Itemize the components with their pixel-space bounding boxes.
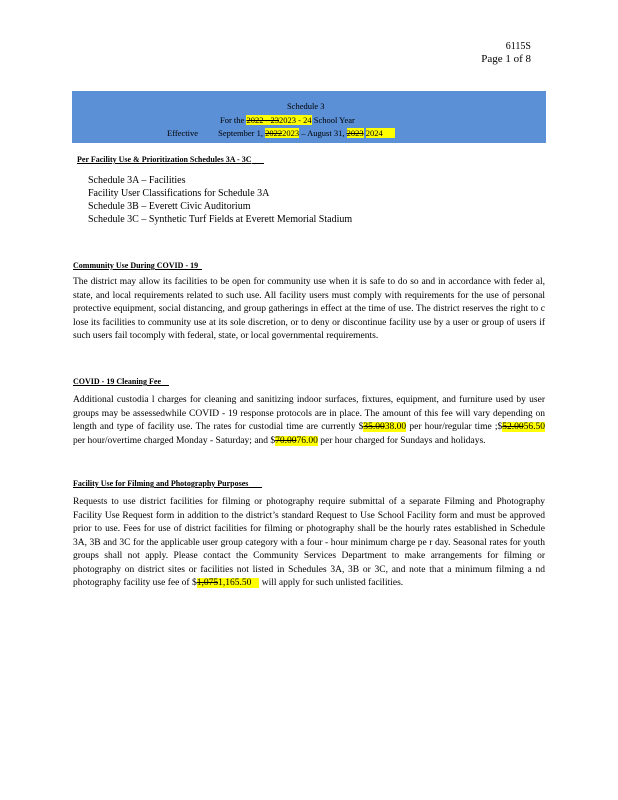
- covid-use-body: [73, 276, 545, 344]
- covid-fee-heading: [73, 377, 169, 386]
- covid-fee-heading-text: COVID - 19 Cleaning Fee: [73, 377, 161, 386]
- page-label: Page 1 of 8: [481, 53, 531, 65]
- covid-fee-paragraph: Additional custodia l charges for cleaning and sanitizing indoor surfaces, fixtures, equipment, and furniture used by user groups may be assessedwhile COVID - 19 response protocols are in place. The amount of this fee will vary depending on length and type of facility use. The rates for custodial time are currently $35.0038.00 per hour/regular time ;$52.0056.50 per hour/overtime charged Monday - Saturday; and $70.0076.00 per hour charged for Sundays and holidays.: [73, 395, 545, 446]
- banner-line3-month: September 1,: [218, 128, 263, 138]
- banner-line2-new-year: 2023 - 24: [279, 115, 312, 125]
- heading-rule: [161, 377, 169, 386]
- banner-line3-effective: Effective: [167, 128, 198, 138]
- filming-paragraph: Requests to use district facilities for filming or photography require submittal of a separate Filming and Photography Facility Use Request form in addition to the district’s standard Request to Use School Facility form and must be approved prior to use. Fees for use of district facilities for filming or photography shall be the hourly rates established in Schedule 3A, 3B and 3C for the applicable user group category with a four - hour minimum charge pe r day. Seasonal rates for youth groups shall not apply. Please contact the Community Services Department to make arrangements for filming or photography on district sites or facilities not listed in Schedules 3A, 3B or 3C, and note that a minimum filming a nd photography facility use fee of $1,0751,165.50 will apply for such unlisted facilities.: [73, 497, 545, 588]
- rate-regular-new: 38.00: [384, 422, 407, 432]
- banner-line2-suffix: School Year: [313, 115, 355, 125]
- per-facility-heading: [77, 155, 264, 164]
- list-item: Schedule 3C – Synthetic Turf Fields at Everett Memorial Stadium: [88, 214, 353, 225]
- heading-rule: [252, 155, 264, 164]
- banner-line2-old-year: 2022 - 23: [246, 115, 280, 125]
- covid-use-paragraph: The district may allow its facilities to be open for community use when it is safe to do so and in accordance with feder al, state, and local requirements related to such use. All facility users must comply with requirements for the use of personal protective equipment, social distancing, and group gatherings in effect at the time of use. The district reserves the right to c lose its facilities to community use at its sole discretion, or to deny or discontinue facility use by a user or group of users if such users fail tocomply with federal, state, or local governmental requirements.: [73, 277, 545, 341]
- schedule-banner: [72, 91, 546, 143]
- banner-line3-new-year: 2023: [282, 128, 300, 138]
- banner-line3-end-new: 2024: [366, 128, 395, 138]
- banner-line3-mid: – August 31,: [301, 128, 345, 138]
- per-facility-heading-text: Per Facility Use & Prioritization Schedules 3A - 3C: [77, 155, 252, 164]
- filming-heading-text: Facility Use for Filming and Photography Purposes: [73, 479, 249, 488]
- rate-holiday-new: 76.00: [296, 435, 318, 446]
- banner-line3: [167, 128, 395, 138]
- heading-rule: [198, 261, 202, 270]
- filming-heading: [73, 479, 262, 488]
- banner-line2: [220, 115, 355, 125]
- heading-rule: [248, 479, 262, 488]
- rate-regular-old: 35.00: [363, 422, 385, 432]
- list-item: Schedule 3B – Everett Civic Auditorium: [88, 201, 251, 212]
- covid-use-heading: [73, 261, 202, 270]
- filming-fee-old: 1,075: [196, 578, 219, 588]
- list-item: Schedule 3A – Facilities: [88, 175, 186, 186]
- covid-use-heading-text: Community Use During COVID - 19: [73, 261, 199, 270]
- banner-line2-prefix: For the: [220, 115, 245, 125]
- banner-line3-old-year: 2022: [265, 128, 283, 138]
- rate-overtime-new: 56.50: [523, 422, 545, 432]
- rate-holiday-old: 70.00: [275, 435, 297, 446]
- filming-fee-new: 1,165.50: [218, 578, 259, 588]
- covid-fee-body: [73, 394, 545, 448]
- rate-overtime-old: 52.00: [502, 422, 524, 432]
- banner-title: Schedule 3: [287, 101, 325, 111]
- doc-number: 6115S: [505, 41, 531, 52]
- schedule-list: [88, 174, 352, 226]
- banner-line3-end-old: 2023: [346, 128, 364, 138]
- list-item: Facility User Classifications for Schedule 3A: [88, 188, 270, 199]
- filming-body: [73, 496, 545, 591]
